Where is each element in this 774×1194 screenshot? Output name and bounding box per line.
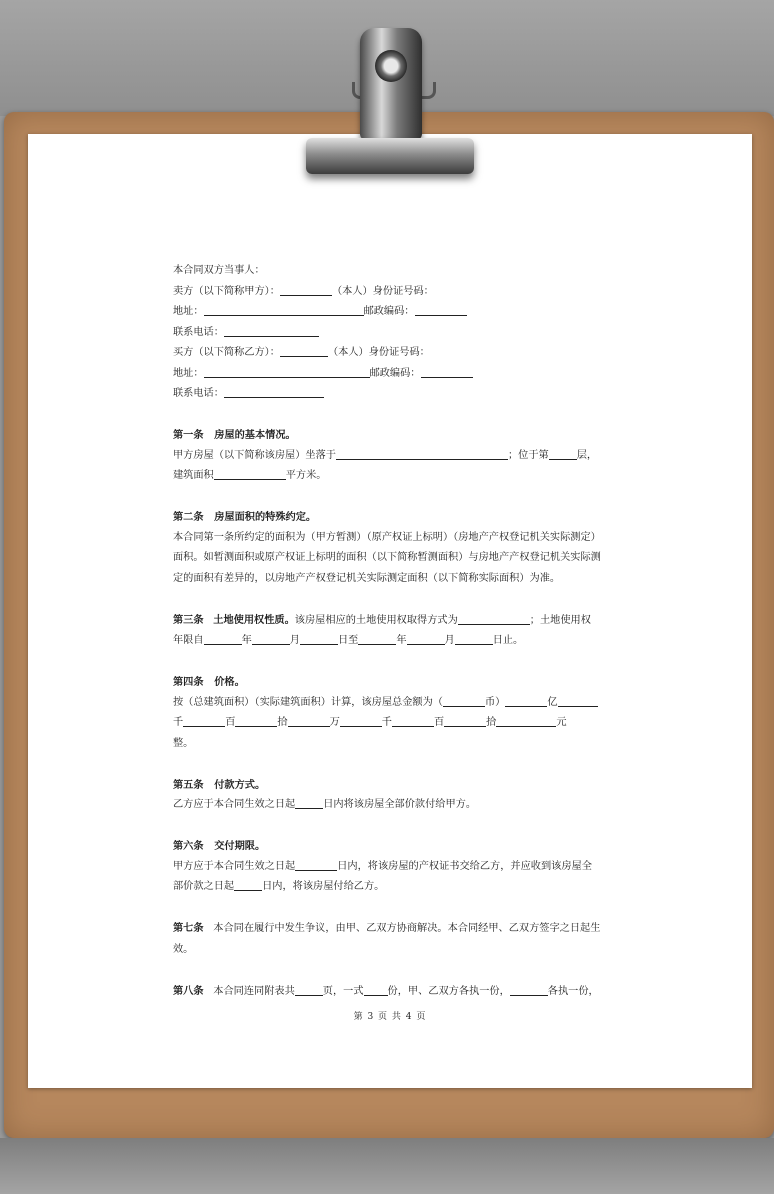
seller-zip-blank[interactable] [415,303,467,316]
area-blank[interactable] [214,467,286,480]
article-5-heading: 第五条 付款方式。 [173,778,266,791]
seller-address-line: 地址： 邮政编码： [173,302,623,323]
clip-jaw [306,138,474,174]
delivery-days-blank[interactable] [234,878,262,891]
seller-line: 卖方（以下简称甲方）： （本人）身份证号码： [173,282,623,303]
attachment-pages-blank[interactable] [295,983,323,996]
land-right-method-blank[interactable] [458,612,530,625]
buyer-address-line: 地址： 邮政编码： [173,364,623,385]
article-1-heading: 第一条 房屋的基本情况。 [173,429,296,441]
parties-heading: 本合同双方当事人： [173,265,265,276]
article-6-line-1: 甲方应于本合同生效之日起 日内，将该房屋的产权证书交给乙方，并应收到该房屋全 [173,857,623,878]
article-4-line-2: 千 百 拾 万 千 百 拾 元 [173,713,623,734]
buyer-address-blank[interactable] [204,365,370,378]
amount-qian2-blank[interactable] [392,714,434,727]
amount-qian-blank[interactable] [183,714,225,727]
seller-phone-blank[interactable] [224,324,319,337]
article-7-line-2: 效。 [173,943,194,955]
buyer-zip-blank[interactable] [421,365,473,378]
buyer-line: 买方（以下简称乙方）： （本人）身份证号码： [173,343,623,364]
amount-bai-blank[interactable] [235,714,277,727]
amount-yi-blank[interactable] [558,694,598,707]
background-floor [0,1138,774,1194]
article-8-line-1: 第八条 本合同连同附表共 页，一式 份，甲、乙双方各执一份， 各执一份， [173,984,599,997]
buyer-phone-blank[interactable] [224,385,324,398]
buyer-phone-line: 联系电话： [173,384,623,405]
amount-yi-prefix-blank[interactable] [505,694,547,707]
certificate-days-blank[interactable] [295,858,337,871]
article-4-line-3: 整。 [173,737,194,749]
article-4-heading: 第四条 价格。 [173,676,245,688]
currency-blank[interactable] [443,694,485,707]
start-day-blank[interactable] [300,632,338,645]
start-month-blank[interactable] [252,632,290,645]
clip-rivet-icon [375,50,407,82]
payment-days-blank[interactable] [295,796,323,809]
end-year-blank[interactable] [358,632,396,645]
other-party-blank[interactable] [510,983,548,996]
article-3-line-2: 年限自 年 月 日至 年 月 日止。 [173,631,623,652]
article-1-line-2: 建筑面积 平方米。 [173,466,623,487]
article-2-line-1: 本合同第一条所约定的面积为（甲方暂测）（原产权证上标明）（房地产产权登记机关实际测定） [173,531,601,543]
amount-wan-blank[interactable] [340,714,382,727]
start-year-blank[interactable] [204,632,242,645]
article-2-heading: 第二条 房屋面积的特殊约定。 [173,511,317,523]
article-6-line-2: 部价款之日起 日内，将该房屋付给乙方。 [173,877,623,898]
seller-phone-line: 联系电话： [173,323,623,344]
copies-blank[interactable] [364,983,388,996]
article-1-line-1: 甲方房屋（以下简称该房屋）坐落于 ；位于第 层， [173,446,623,467]
binder-clip [360,28,422,140]
amount-bai2-blank[interactable] [444,714,486,727]
article-6-heading: 第六条 交付期限。 [173,840,266,852]
article-7-line-1: 第七条 本合同在履行中发生争议，由甲、乙双方协商解决。本合同经甲、乙双方签字之日起生 [173,922,601,934]
article-2-line-2: 面积。如暂测面积或原产权证上标明的面积（以下简称暂测面积）与房地产产权登记机关实际测 [173,552,601,563]
end-day-blank[interactable] [455,632,493,645]
end-month-blank[interactable] [407,632,445,645]
buyer-name-blank[interactable] [280,344,328,357]
seller-address-blank[interactable] [204,303,364,316]
document-body [173,261,623,1002]
document-page [28,134,752,1088]
article-5-line-1: 乙方应于本合同生效之日起 日内将该房屋全部价款付给甲方。 [173,795,623,816]
page-footer: 第 3 页 共 4 页 [353,1012,427,1022]
floor-blank[interactable] [549,447,577,460]
article-3-line-1: 第三条 土地使用权性质。该房屋相应的土地使用权取得方式为 ；土地使用权 [173,613,591,626]
article-2-line-3: 定的面积有差异的，以房地产产权登记机关实际测定面积（以下简称实际面积）为准。 [173,572,561,584]
amount-shi2-blank[interactable] [496,714,556,727]
location-blank[interactable] [336,447,508,460]
seller-name-blank[interactable] [280,283,332,296]
amount-shi-blank[interactable] [288,714,330,727]
article-4-line-1: 按（总建筑面积）（实际建筑面积）计算，该房屋总金额为（ 币） 亿 [173,693,623,714]
